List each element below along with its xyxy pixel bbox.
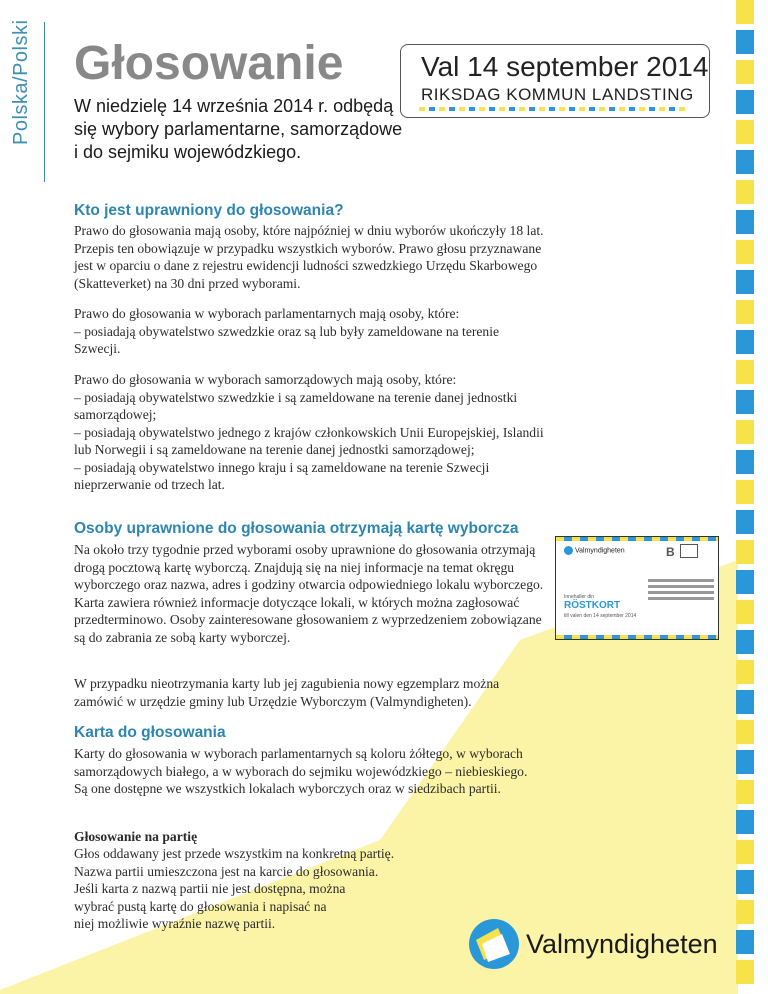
card-stripe (556, 537, 718, 541)
stripe-block (736, 390, 754, 414)
stripe-block (736, 480, 754, 504)
card-validity: till valen den 14 september 2014 (564, 613, 637, 619)
ballot-paragraph-1: Karty do głosowania w wyborach parlamentarnych są koloru żółtego, w wyborach samorządowych białego, a w wyborach do sejmiku wojewódzkiego – niebieskiego. Są one dostępne we wszystkich lokalach wyborczych oraz w siedzibach partii. (74, 746, 528, 796)
section-heading-eligibility: Kto jest uprawniony do głosowania? (74, 202, 344, 219)
stripe-block (736, 750, 754, 774)
stripe-block (736, 270, 754, 294)
color-stripe (736, 0, 754, 994)
badge-dot (419, 107, 425, 111)
ballot-box-icon (468, 918, 520, 970)
badge-dot (579, 107, 585, 111)
side-divider (44, 22, 45, 182)
badge-dot (649, 107, 655, 111)
badge-dot (459, 107, 465, 111)
stripe-block (736, 240, 754, 264)
badge-dot (559, 107, 565, 111)
stripe-block (736, 210, 754, 234)
card-logo (564, 546, 625, 555)
stripe-block (736, 810, 754, 834)
badge-dot (629, 107, 635, 111)
badge-dot (449, 107, 455, 111)
badge-dot (529, 107, 535, 111)
card-address (648, 579, 714, 603)
badge-dot (469, 107, 475, 111)
badge-dot (679, 107, 685, 111)
ballot-subheading: Głosowanie na partię (74, 829, 198, 844)
badge-dot (509, 107, 515, 111)
badge-dot (619, 107, 625, 111)
voting-card-image (555, 536, 719, 640)
stripe-block (736, 420, 754, 444)
badge-dot (599, 107, 605, 111)
stripe-block (736, 630, 754, 654)
stripe-block (736, 510, 754, 534)
intro-text: W niedzielę 14 września 2014 r. odbędą się wybory parlamentarne, samorządowe i do sejmiku wojewódzkiego. (74, 96, 403, 162)
logo-text: Valmyndigheten (526, 928, 718, 959)
badge-dots (419, 107, 685, 111)
badge-dot (429, 107, 435, 111)
stripe-block (736, 930, 754, 954)
badge-dot (479, 107, 485, 111)
stripe-block (736, 60, 754, 84)
stripe-block (736, 870, 754, 894)
eligibility-paragraph-3: Prawo do głosowania w wyborach samorządowych mają osoby, które: – posiadają obywatelstwo szwedzkie i są zameldowane na terenie danej jednostki samorządowej; – posiadają obywatelstwo jednego z krajów członkowskich Unii Europejskiej, Islandii lub Norwegii i są zameldowane na terenie danej jednostki samorządowej; – posiadają obywatelstwo innego kraju i są zameldowane na terenie Szwecji nieprzerwanie od trzech lat. (74, 372, 544, 492)
badge-dot (519, 107, 525, 111)
card-stripe (556, 635, 718, 639)
card-checkbox (680, 544, 698, 558)
stripe-block (736, 720, 754, 744)
section-heading-ballot: Karta do głosowania (74, 724, 226, 741)
stripe-block (736, 150, 754, 174)
badge-dot (659, 107, 665, 111)
card-letter: B (666, 545, 675, 559)
stripe-block (736, 900, 754, 924)
stripe-block (736, 0, 754, 24)
stripe-block (736, 330, 754, 354)
stripe-block (736, 300, 754, 324)
badge-dot (669, 107, 675, 111)
badge-dot (539, 107, 545, 111)
card-logo-icon (564, 546, 573, 555)
badge-dot (489, 107, 495, 111)
stripe-block (736, 120, 754, 144)
section-heading-voting-card: Osoby uprawnione do głosowania otrzymają kartę wyborcza (74, 520, 519, 537)
eligibility-paragraph-2: Prawo do głosowania w wyborach parlamentarnych mają osoby, które: – posiadają obywatelstwo szwedzkie oraz są lub były zameldowane na terenie Szwecji. (74, 306, 500, 356)
card-brand: Valmyndigheten (575, 547, 625, 555)
eligibility-paragraph-1: Prawo do głosowania mają osoby, które najpóźniej w dniu wyborów ukończyły 18 lat. Przepis ten obowiązuje w przypadku wszystkich wyborów. Prawo głosu przyznawane jest w oparciu o dane z rejestru ewidencji ludności szwedzkiego Urzędu Skarbowego (Skatteverket) na 30 dni przed wyborami. (74, 223, 544, 291)
voting-card-paragraph-1: Na około trzy tygodnie przed wyborami osoby uprawnione do głosowania otrzymają drogą pocztową kartę wyborczą. Znajdują się na niej informacje na temat okręgu wyborczego oraz nazwa, adres i godziny otwarcia odpowiedniego lokalu wyborczego. Karta zawiera również informacje dotyczące lokali, w których można zagłosować przedterminowo. Osoby zainteresowane głosowaniem z wyprzedzeniem zobowiązane są do zabrania ze sobą karty wyborczej. (74, 542, 544, 645)
stripe-block (736, 960, 754, 984)
stripe-block (736, 450, 754, 474)
stripe-block (736, 570, 754, 594)
badge-dot (549, 107, 555, 111)
stripe-block (736, 540, 754, 564)
badge-dot (569, 107, 575, 111)
stripe-block (736, 780, 754, 804)
election-types: RIKSDAG KOMMUN LANDSTING (421, 85, 694, 104)
badge-dot (439, 107, 445, 111)
voting-card-paragraph-2: W przypadku nieotrzymania karty lub jej zagubienia nowy egzemplarz można zamówić w urzędzie gminy lub Urzędzie Wyborczym (Valmyndigheten). (74, 676, 500, 709)
stripe-block (736, 600, 754, 624)
election-date: Val 14 september 2014 (421, 51, 709, 82)
valmyndigheten-logo (468, 918, 718, 970)
badge-dot (609, 107, 615, 111)
card-to-label: Innehaller din (564, 594, 595, 600)
stripe-block (736, 660, 754, 684)
stripe-block (736, 690, 754, 714)
stripe-block (736, 180, 754, 204)
badge-dot (639, 107, 645, 111)
badge-dot (499, 107, 505, 111)
stripe-block (736, 30, 754, 54)
ballot-paragraph-2: Głos oddawany jest przede wszystkim na konkretną partię. Nazwa partii umieszczona jest na karcie do głosowania. Jeśli karta z nazwą partii nie jest dostępna, można wybrać pustą kartę do głosowania i napisać na niej możliwie wyraźnie nazwę partii. (74, 846, 395, 931)
election-badge (400, 44, 710, 118)
card-title: RÖSTKORT (564, 600, 621, 611)
stripe-block (736, 840, 754, 864)
page-title: Głosowanie (74, 37, 344, 90)
language-label: Polska/Polski (10, 19, 32, 145)
badge-dot (589, 107, 595, 111)
stripe-block (736, 360, 754, 384)
stripe-block (736, 90, 754, 114)
